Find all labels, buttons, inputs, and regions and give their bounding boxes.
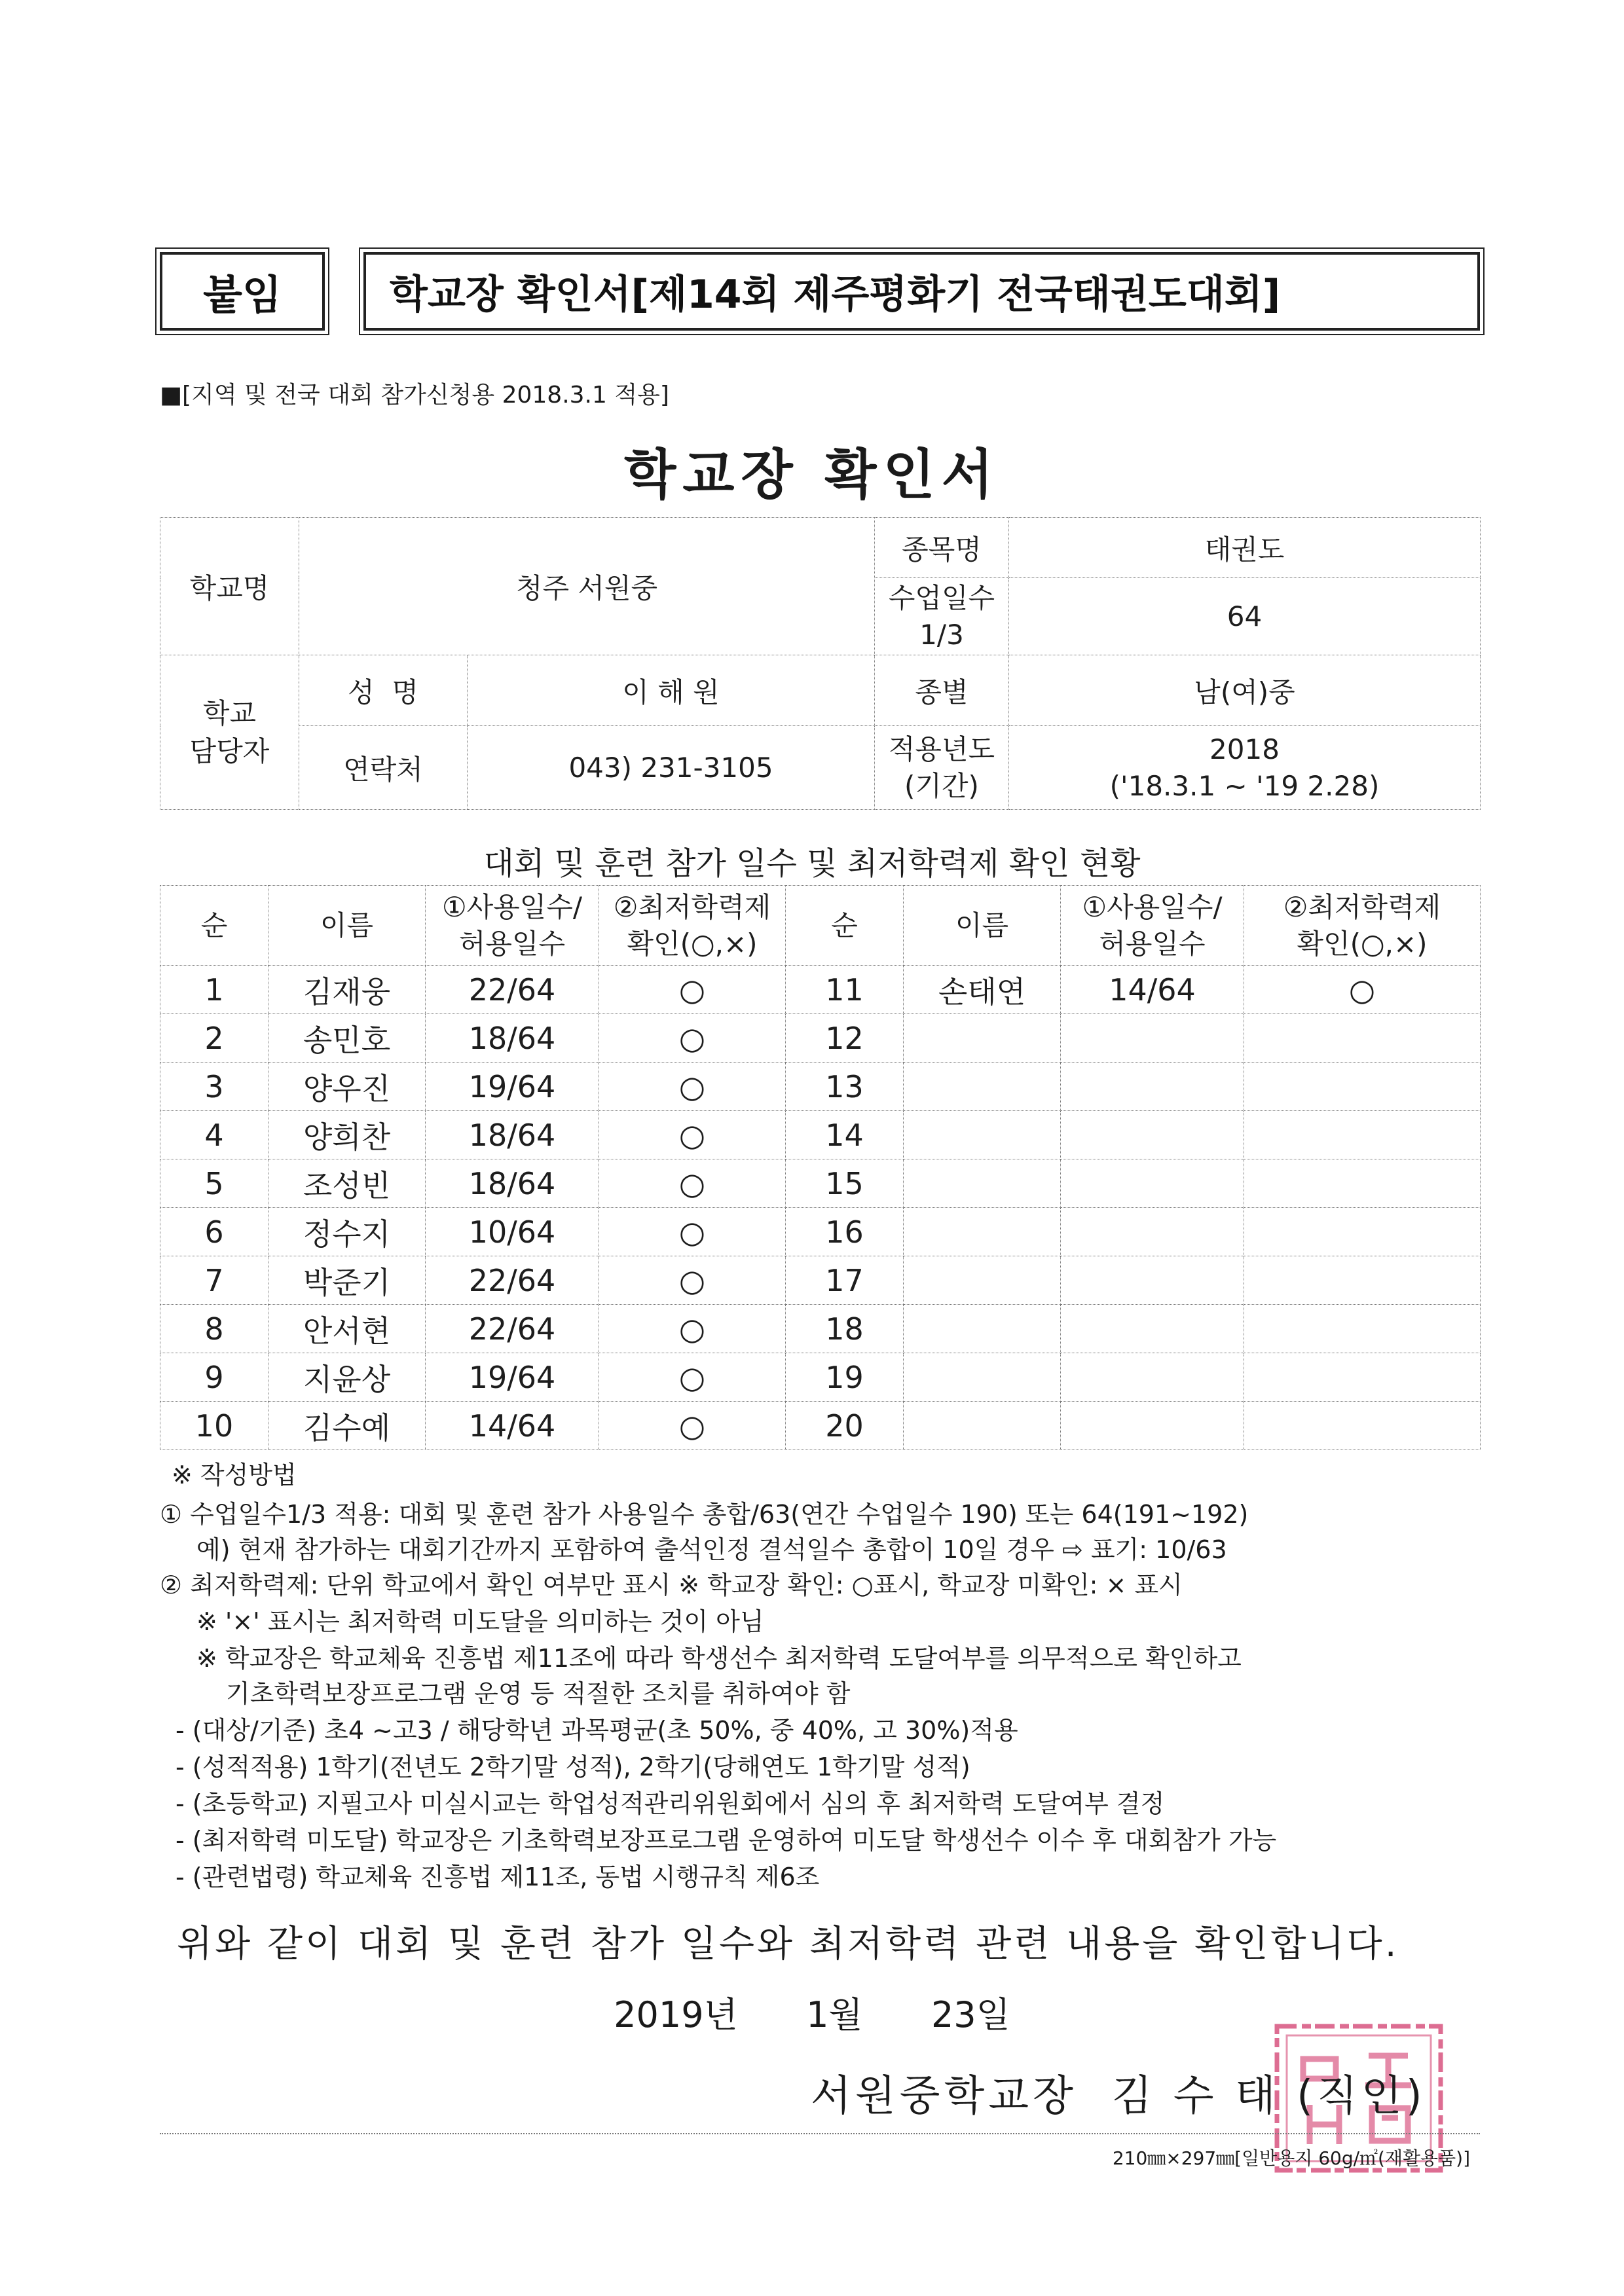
row-check: ○ — [599, 1353, 786, 1402]
row-no: 14 — [786, 1111, 904, 1159]
row-no: 4 — [160, 1111, 268, 1159]
row-name: 박준기 — [268, 1256, 426, 1305]
row-days: 18/64 — [426, 1111, 599, 1159]
name-value: 이 해 원 — [468, 655, 875, 726]
staff-label — [160, 655, 299, 810]
row-no: 16 — [786, 1208, 904, 1256]
col-header-check-2 — [1244, 886, 1481, 966]
row-check: ○ — [599, 1208, 786, 1256]
col-header-days-2-line1: ①사용일수/ — [1082, 890, 1223, 923]
row-no: 18 — [786, 1305, 904, 1353]
event-label: 종목명 — [875, 518, 1009, 578]
row-check — [1244, 1256, 1481, 1305]
detail-elementary: - (초등학교) 지필고사 미실시교는 학업성적관리위원회에서 심의 후 최저학력 도달여부 결정 — [175, 1789, 1165, 1818]
row-days: 19/64 — [426, 1063, 599, 1111]
row-check — [1244, 1014, 1481, 1063]
col-header-no: 순 — [160, 886, 268, 966]
row-name: 양우진 — [268, 1063, 426, 1111]
row-name — [904, 1256, 1061, 1305]
year-value-line1: 2018 — [1209, 733, 1280, 765]
col-header-name-2: 이름 — [904, 886, 1061, 966]
row-check — [1244, 1063, 1481, 1111]
table-row — [160, 1402, 1481, 1450]
row-name — [904, 1014, 1061, 1063]
row-days — [1061, 1111, 1244, 1159]
page-title: 학교장 확인서 — [624, 444, 1000, 506]
row-no: 3 — [160, 1063, 268, 1111]
school-name-value: 청주 서원중 — [299, 518, 875, 655]
row-no: 2 — [160, 1014, 268, 1063]
row-check: ○ — [599, 966, 786, 1014]
row-check: ○ — [599, 1256, 786, 1305]
table-row — [160, 1014, 1481, 1063]
row-days: 22/64 — [426, 966, 599, 1014]
contact-label: 연락처 — [299, 726, 468, 810]
table-row — [160, 1063, 1481, 1111]
staff-label-line2: 담당자 — [189, 735, 270, 767]
school-name-label: 학교명 — [160, 518, 299, 655]
table-row — [160, 1111, 1481, 1159]
col-header-days-2-line2: 허용일수 — [1099, 927, 1206, 960]
row-check: ○ — [1244, 966, 1481, 1014]
table-row — [160, 1305, 1481, 1353]
event-value: 태권도 — [1009, 518, 1481, 578]
row-check: ○ — [599, 1111, 786, 1159]
row-no: 10 — [160, 1402, 268, 1450]
note-4: ※ 학교장은 학교체육 진흥법 제11조에 따라 학생선수 최저학력 도달여부를 의무적으로 확인하고 — [196, 1644, 1242, 1673]
col-header-days — [426, 886, 599, 966]
note-1-example: 예) 현재 참가하는 대회기간까지 포함하여 출석인정 결석일수 총합이 10일 경우 ⇨ 표기: 10/63 — [196, 1535, 1227, 1564]
table-row — [160, 1256, 1481, 1305]
note-2: ② 최저학력제: 단위 학교에서 확인 여부만 표시 ※ 학교장 확인: ○표시, 학교장 미확인: × 표시 — [160, 1571, 1183, 1599]
class-days-label-line1: 수업일수 — [888, 581, 995, 614]
row-days: 18/64 — [426, 1159, 599, 1208]
row-name: 조성빈 — [268, 1159, 426, 1208]
row-name: 정수지 — [268, 1208, 426, 1256]
year-label-line1: 적용년도 — [888, 733, 995, 765]
row-no: 5 — [160, 1159, 268, 1208]
col-header-check-2-line2: 확인(○,×) — [1297, 927, 1428, 960]
row-days: 19/64 — [426, 1353, 599, 1402]
row-no: 9 — [160, 1353, 268, 1402]
class-days-label — [875, 578, 1009, 655]
table-row — [160, 1159, 1481, 1208]
confirmation-text: 위와 같이 대회 및 훈련 참가 일수와 최저학력 관련 내용을 확인합니다. — [177, 1923, 1399, 1965]
col-header-name: 이름 — [268, 886, 426, 966]
row-no: 11 — [786, 966, 904, 1014]
date-month: 1월 — [806, 1994, 863, 2035]
row-check — [1244, 1305, 1481, 1353]
row-days — [1061, 1063, 1244, 1111]
year-value — [1009, 726, 1481, 810]
row-check: ○ — [599, 1063, 786, 1111]
paper-spec-footer: 210㎜×297㎜[일반용지 60g/㎡(재활용품)] — [1112, 2147, 1470, 2169]
col-header-check-line1: ②최저학력제 — [613, 890, 771, 923]
row-check: ○ — [599, 1159, 786, 1208]
note-1: ① 수업일수1/3 적용: 대회 및 훈련 참가 사용일수 총합/63(연간 수업일수 190) 또는 64(191~192) — [160, 1500, 1249, 1529]
table-row — [160, 966, 1481, 1014]
col-header-check — [599, 886, 786, 966]
year-value-line2: ('18.3.1 ~ '19 2.28) — [1109, 769, 1380, 802]
attachment-label: 붙임 — [160, 252, 325, 331]
row-days: 22/64 — [426, 1256, 599, 1305]
status-title: 대회 및 훈련 참가 일수 및 최저학력제 확인 현황 — [483, 845, 1141, 882]
row-no: 12 — [786, 1014, 904, 1063]
note-4-cont: 기초학력보장프로그램 운영 등 적절한 조치를 취하여야 함 — [226, 1679, 851, 1708]
row-days: 14/64 — [1061, 966, 1244, 1014]
row-check: ○ — [599, 1014, 786, 1063]
staff-label-line1: 학교 — [202, 697, 257, 729]
col-header-days-line2: 허용일수 — [458, 927, 566, 960]
date-year: 2019년 — [614, 1994, 738, 2035]
row-check: ○ — [599, 1402, 786, 1450]
row-days: 10/64 — [426, 1208, 599, 1256]
row-name: 송민호 — [268, 1014, 426, 1063]
row-name — [904, 1402, 1061, 1450]
row-name: 지윤상 — [268, 1353, 426, 1402]
detail-law: - (관련법령) 학교체육 진흥법 제11조, 동법 시행규칙 제6조 — [175, 1863, 820, 1891]
application-notice: ■[지역 및 전국 대회 참가신청용 2018.3.1 적용] — [160, 382, 669, 409]
row-name — [904, 1063, 1061, 1111]
row-days — [1061, 1256, 1244, 1305]
year-label-line2: (기간) — [904, 769, 979, 802]
row-check: ○ — [599, 1305, 786, 1353]
detail-not-met: - (최저학력 미도달) 학교장은 기초학력보장프로그램 운영하여 미도달 학생선수 이수 후 대회참가 가능 — [175, 1826, 1277, 1855]
row-days — [1061, 1159, 1244, 1208]
year-label — [875, 726, 1009, 810]
row-name: 손태연 — [904, 966, 1061, 1014]
row-days — [1061, 1208, 1244, 1256]
row-no: 1 — [160, 966, 268, 1014]
row-check — [1244, 1111, 1481, 1159]
row-no: 17 — [786, 1256, 904, 1305]
row-name: 안서현 — [268, 1305, 426, 1353]
row-days — [1061, 1353, 1244, 1402]
row-no: 7 — [160, 1256, 268, 1305]
row-no: 20 — [786, 1402, 904, 1450]
row-check — [1244, 1353, 1481, 1402]
row-name: 양희찬 — [268, 1111, 426, 1159]
class-days-label-line2: 1/3 — [919, 618, 964, 651]
row-check — [1244, 1402, 1481, 1450]
notes-heading: ※ 작성방법 — [172, 1461, 297, 1489]
document-title: 학교장 확인서[제14회 제주평화기 전국태권도대회] — [363, 252, 1480, 331]
name-label: 성 명 — [299, 655, 468, 726]
row-no: 15 — [786, 1159, 904, 1208]
school-info-table — [160, 517, 1481, 810]
detail-target: - (대상/기준) 초4 ~고3 / 해당학년 과목평균(초 50%, 중 40%, 고 30%)적용 — [175, 1716, 1018, 1745]
row-no: 13 — [786, 1063, 904, 1111]
date-day: 23일 — [931, 1994, 1010, 2035]
row-no: 6 — [160, 1208, 268, 1256]
row-days: 22/64 — [426, 1305, 599, 1353]
row-name: 김수예 — [268, 1402, 426, 1450]
row-no: 8 — [160, 1305, 268, 1353]
row-days — [1061, 1014, 1244, 1063]
row-days: 18/64 — [426, 1014, 599, 1063]
col-header-check-line2: 확인(○,×) — [627, 927, 758, 960]
participation-table — [160, 885, 1481, 1450]
note-3: ※ '×' 표시는 최저학력 미도달을 의미하는 것이 아님 — [196, 1607, 764, 1636]
row-name — [904, 1111, 1061, 1159]
row-name: 김재웅 — [268, 966, 426, 1014]
row-check — [1244, 1208, 1481, 1256]
row-days — [1061, 1402, 1244, 1450]
row-name — [904, 1305, 1061, 1353]
kind-label: 종별 — [875, 655, 1009, 726]
contact-value: 043) 231-3105 — [468, 726, 875, 810]
row-name — [904, 1159, 1061, 1208]
col-header-days-2 — [1061, 886, 1244, 966]
kind-value: 남(여)중 — [1009, 655, 1481, 726]
row-name — [904, 1208, 1061, 1256]
bottom-divider — [160, 2133, 1480, 2134]
col-header-days-line1: ①사용일수/ — [441, 890, 583, 923]
row-days — [1061, 1305, 1244, 1353]
row-days: 14/64 — [426, 1402, 599, 1450]
principal-signature-line: 서원중학교장 김 수 태 (직인) — [811, 2072, 1426, 2121]
col-header-no-2: 순 — [786, 886, 904, 966]
detail-grades: - (성적적용) 1학기(전년도 2학기말 성적), 2학기(당해연도 1학기말 성적) — [175, 1753, 970, 1781]
row-no: 19 — [786, 1353, 904, 1402]
table-header-row — [160, 886, 1481, 966]
table-row — [160, 1208, 1481, 1256]
class-days-value: 64 — [1009, 578, 1481, 655]
table-row — [160, 1353, 1481, 1402]
row-name — [904, 1353, 1061, 1402]
col-header-check-2-line1: ②최저학력제 — [1283, 890, 1441, 923]
row-check — [1244, 1159, 1481, 1208]
